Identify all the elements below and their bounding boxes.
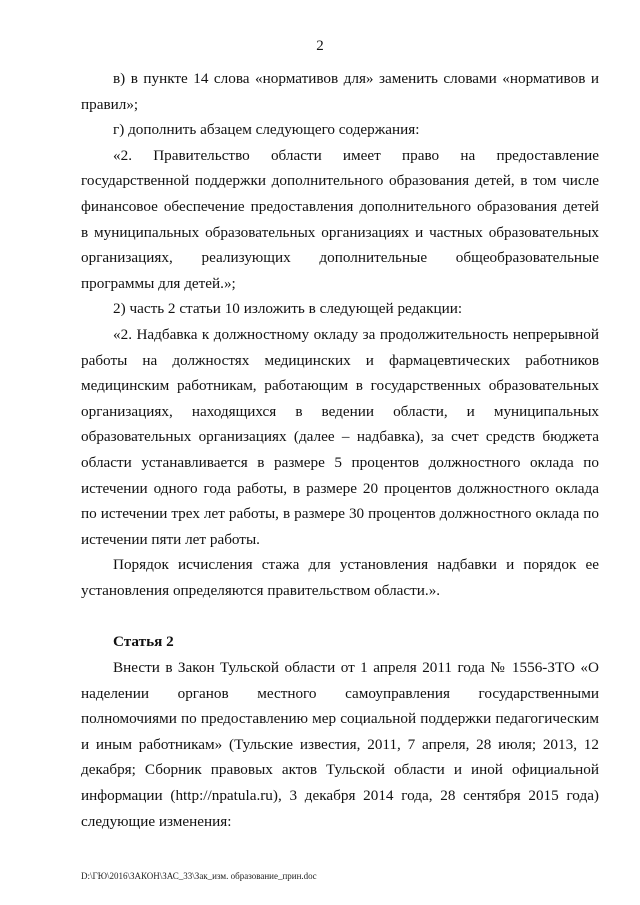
page-number: 2 bbox=[316, 38, 324, 54]
paragraph-article-2-text: Внести в Закон Тульской области от 1 апреля 2011 года № 1556-ЗТО «О наделении органов местного самоуправления государственными полномочиями по предоставлению мер социальной поддержки педагогическим и иным работникам» (Тульские известия, 2011, 7 апреля, 28 июля; 2013, 12 декабря; Сборник правовых актов Тульской области и иной официальной информации (http://npatula.ru), 3 декабря 2014 года, 28 сентября 2015 года) следующие изменения: bbox=[81, 659, 599, 830]
paragraph-amend-v: в) в пункте 14 слова «нормативов для» заменить словами «нормативов и правил»; bbox=[81, 70, 599, 113]
paragraph-seniority-order: Порядок исчисления стажа для установления надбавки и порядок ее установления определяются правительством области.». bbox=[81, 556, 599, 599]
paragraph-part-2-article-10: 2) часть 2 статьи 10 изложить в следующей редакции: bbox=[113, 300, 463, 318]
file-path-footer: D:\ГЮ\2016\ЗАКОН\ЗАС_33\Зак_изм. образование_прин.doc bbox=[81, 871, 317, 881]
document-body bbox=[81, 66, 599, 834]
paragraph-quote-allowance: «2. Надбавка к должностному окладу за продолжительность непрерывной работы на должностях медицинских и фармацевтических работников медицинским работникам, работающим в государственных образовательных организациях, находящихся в ведении области, и муниципальных образовательных организациях (далее – надбавка), за счет средств бюджета области устанавливается в размере 5 процентов должностного оклада по истечении одного года работы, в размере 20 процентов должностного оклада по истечении трех лет работы, в размере 30 процентов должностного оклада по истечении пяти лет работы. bbox=[81, 325, 599, 548]
paragraph-quote-government: «2. Правительство области имеет право на предоставление государственной поддержки дополнительного образования детей, в том числе финансовое обеспечение предоставления дополнительного образования детей в муниципальных образовательных организациях и частных образовательных организациях, реализующих дополнительные общеобразовательные программы для детей.»; bbox=[81, 146, 599, 292]
article-heading: Статья 2 bbox=[113, 633, 174, 651]
paragraph-amend-g: г) дополнить абзацем следующего содержания: bbox=[113, 121, 420, 139]
section-spacer bbox=[81, 603, 599, 629]
